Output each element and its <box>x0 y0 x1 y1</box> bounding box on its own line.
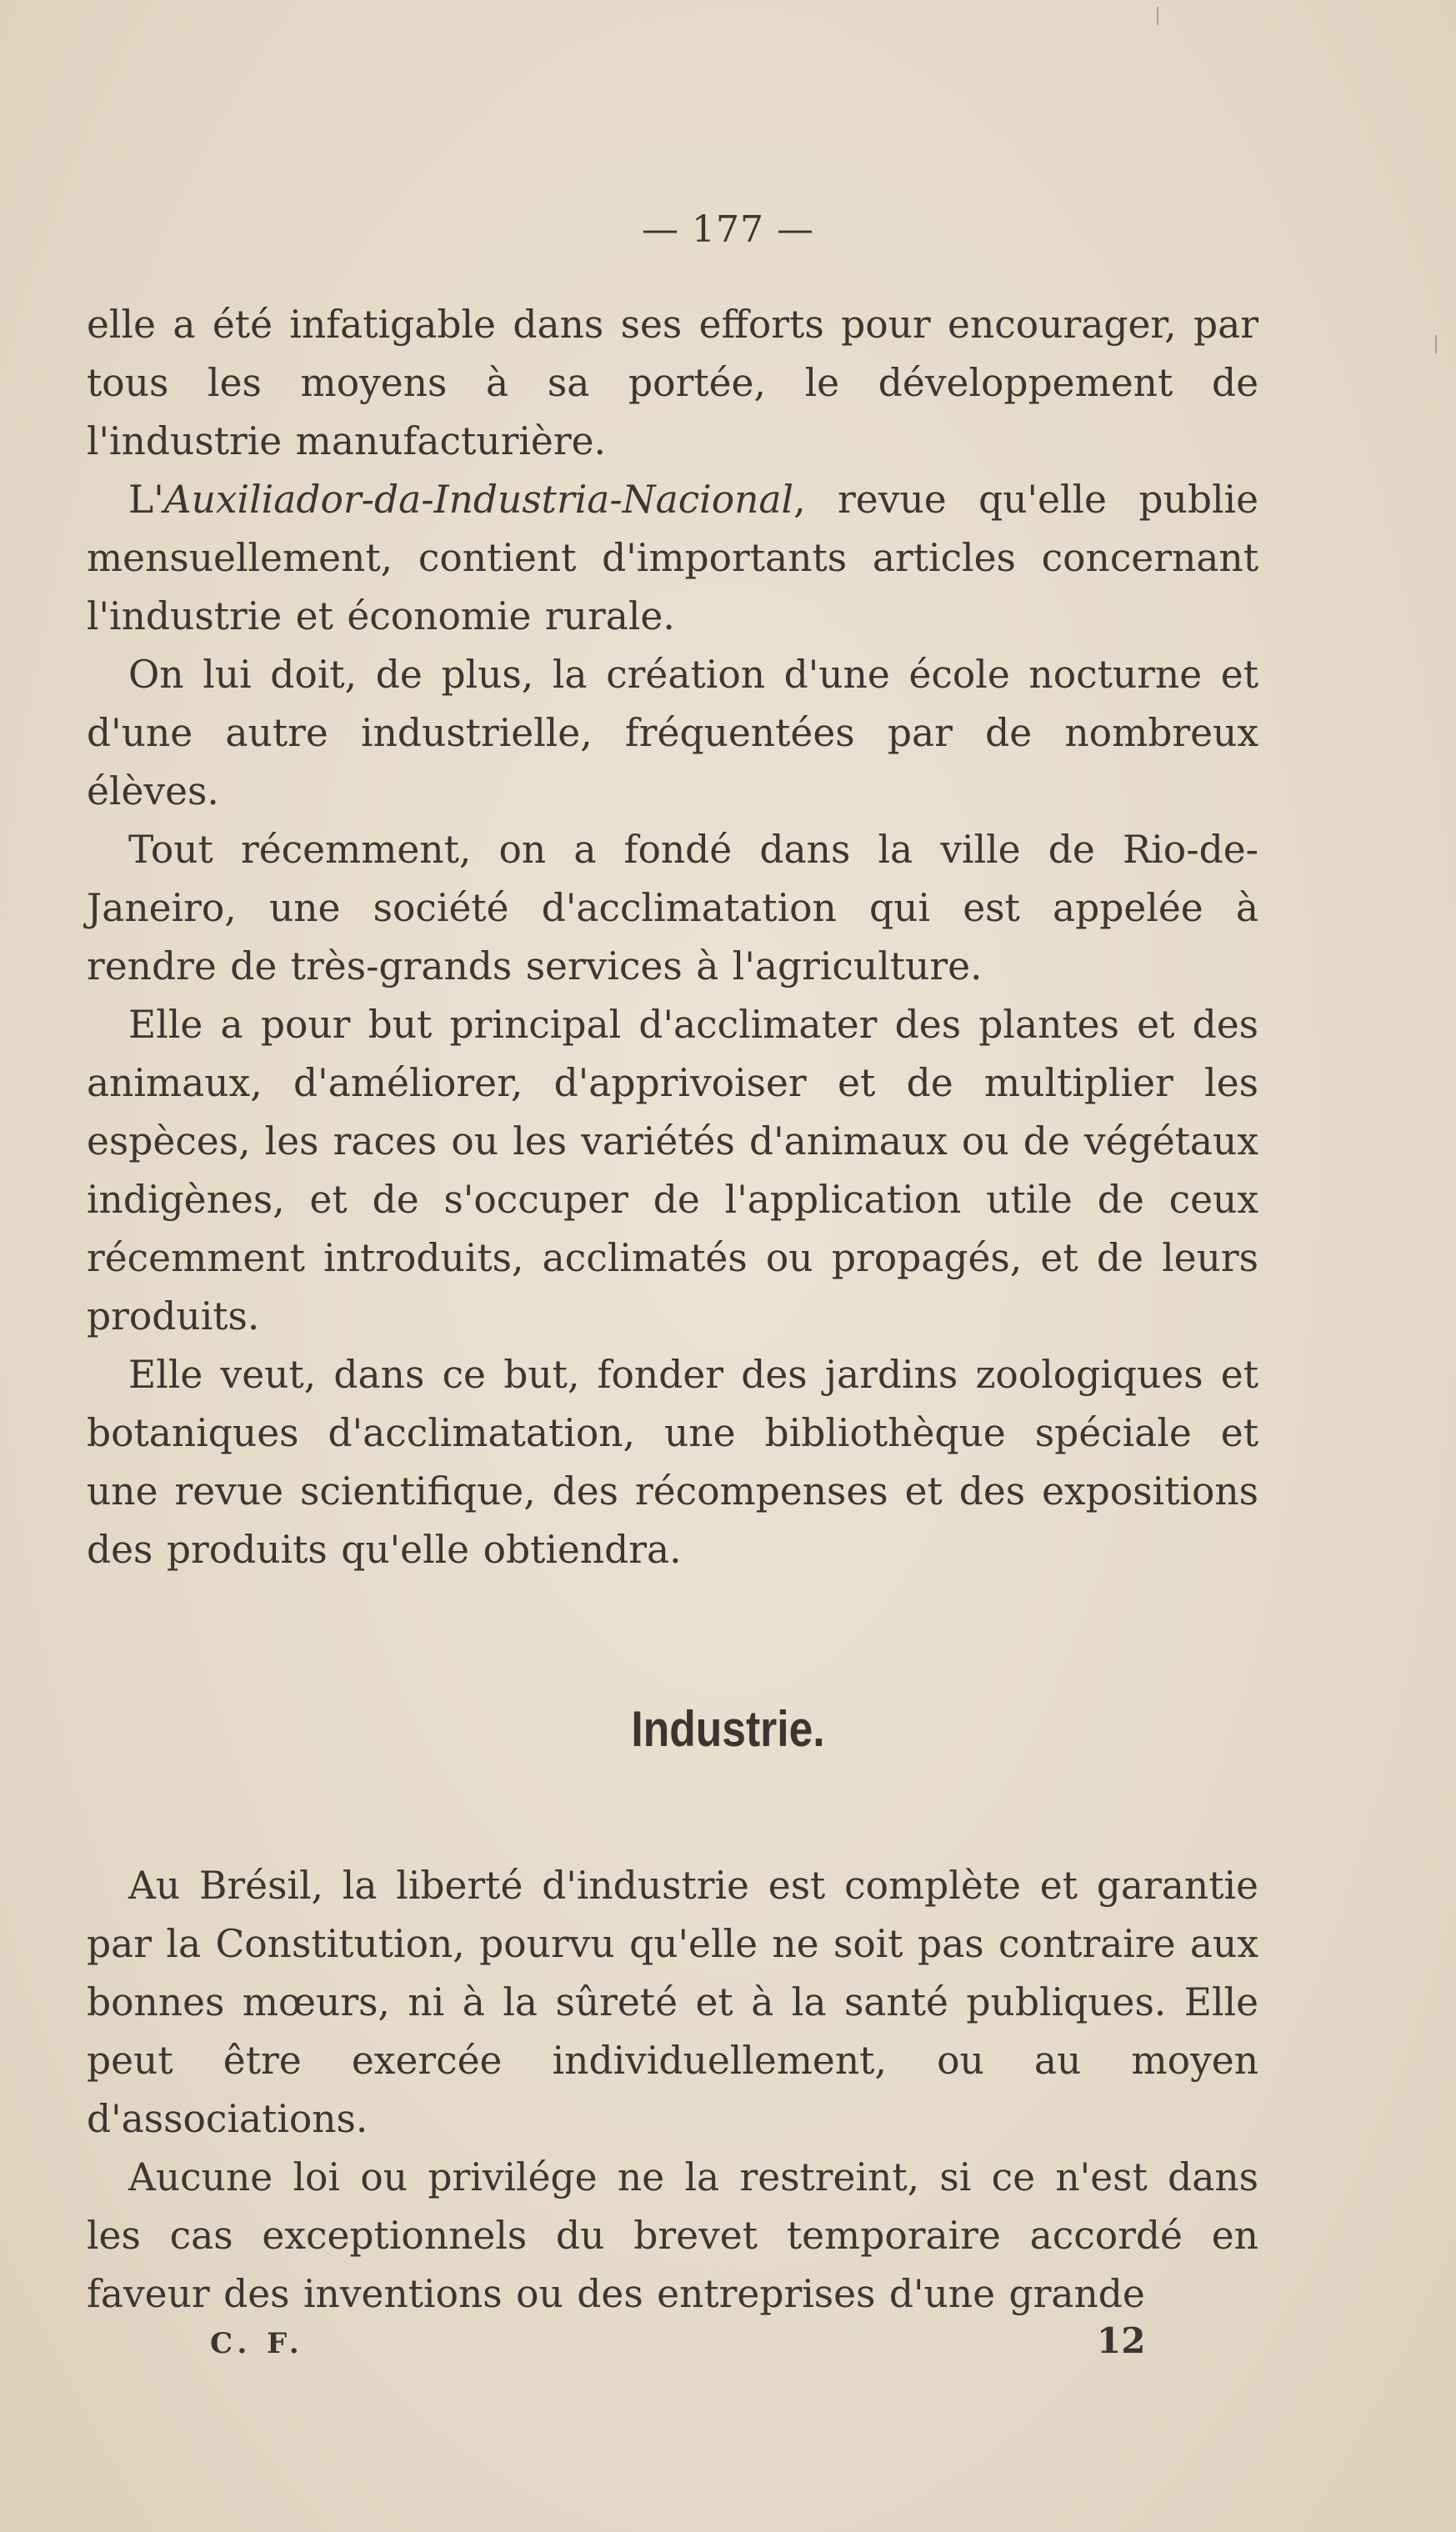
text-block-upper <box>87 296 1258 1579</box>
paragraph-8: Aucune loi ou privilége ne la restreint, si ce n'est dans les cas exceptionnels du brevet temporaire accordé en faveur des inventions ou des entreprises d'une grande <box>87 2155 1258 2316</box>
paragraph-2-rest: , revue qu'elle publie mensuellement, contient d'importants articles concernant l'industrie et économie rurale. <box>87 478 1258 638</box>
text-block-lower <box>87 1857 1258 2324</box>
paragraph-2 <box>87 471 1258 646</box>
signature-mark: C. F. <box>210 2327 304 2360</box>
paragraph-7: Au Brésil, la liberté d'industrie est complète et garantie par la Constitution, pourvu qu'elle ne soit pas contraire aux bonnes mœurs, ni à la sûreté et à la santé publiques. Elle peut être exercée individuellement, ou au moyen d'associations. <box>87 1864 1258 2141</box>
paragraph-3: On lui doit, de plus, la création d'une école nocturne et d'une autre industrielle, fréquentées par de nombreux élèves. <box>87 653 1258 813</box>
paragraph-1: elle a été infatigable dans ses efforts pour encourager, par tous les moyens à sa portée, le développement de l'industrie manufacturière. <box>87 303 1258 463</box>
paragraph-2-prefix: L' <box>128 478 164 522</box>
journal-title: Auxiliador-da-Industria-Nacional <box>163 478 794 522</box>
paragraph-6: Elle veut, dans ce but, fonder des jardins zoologiques et botaniques d'acclimatation, une bibliothèque spéciale et une revue scientifique, des récompenses et des expositions des produits qu'elle obtiendra. <box>87 1353 1258 1572</box>
margin-mark-right <box>1435 335 1437 353</box>
page-number: — 177 — <box>642 208 814 251</box>
section-title: Industrie. <box>631 1701 825 1757</box>
sheet-number: 12 <box>1097 2320 1146 2361</box>
paragraph-4: Tout récemment, on a fondé dans la ville de Rio-de-Janeiro, une société d'acclimatation qui est appelée à rendre de très-grands services à l'agriculture. <box>87 828 1258 988</box>
margin-mark-top <box>1157 7 1158 25</box>
paragraph-5: Elle a pour but principal d'acclimater des plantes et des animaux, d'améliorer, d'apprivoiser et de multiplier les espèces, les races ou les variétés d'animaux ou de végétaux indigènes, et de s'occuper de l'application utile de ceux récemment introduits, acclimatés ou propagés, et de leurs produits. <box>87 1003 1258 1339</box>
